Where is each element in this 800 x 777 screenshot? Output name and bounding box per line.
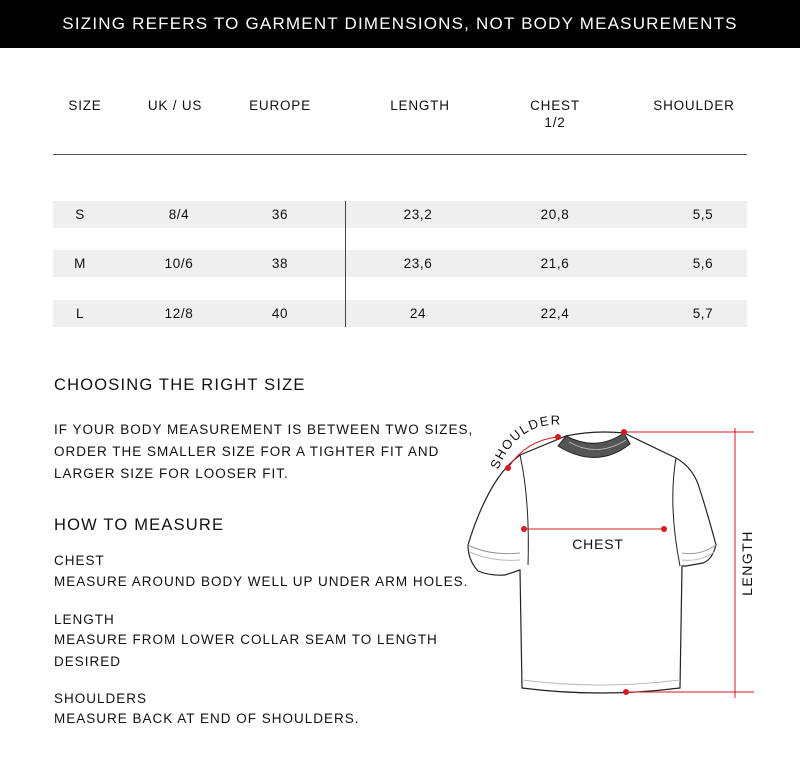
cell-size: S <box>75 207 85 222</box>
how-title: HOW TO MEASURE <box>54 516 225 534</box>
chest-text: MEASURE AROUND BODY WELL UP UNDER ARM HOLES. <box>54 574 469 589</box>
table-row <box>53 201 747 228</box>
cell-chest: 21,6 <box>540 256 570 271</box>
cell-size: M <box>74 256 86 271</box>
shoulders-text: MEASURE BACK AT END OF SHOULDERS. <box>54 711 360 726</box>
choosing-line: LARGER SIZE FOR LOOSER FIT. <box>54 466 289 481</box>
length-label: LENGTH <box>739 530 755 596</box>
header-chest-sub: 1/2 <box>544 115 566 130</box>
table-row <box>53 300 747 327</box>
cell-uk-us: 12/8 <box>164 306 194 321</box>
header-length: LENGTH <box>390 98 450 113</box>
cell-europe: 36 <box>271 207 289 222</box>
cell-shoulder: 5,5 <box>692 207 714 222</box>
cell-size: L <box>75 306 85 321</box>
header-chest-label: CHEST <box>530 98 580 113</box>
header-chest <box>505 97 605 131</box>
header-divider <box>53 154 747 155</box>
shoulder-label: SHOULDER <box>487 412 562 472</box>
chest-title: CHEST <box>54 553 105 568</box>
tshirt-diagram <box>460 400 800 730</box>
cell-chest: 22,4 <box>540 306 570 321</box>
choosing-line: IF YOUR BODY MEASUREMENT IS BETWEEN TWO SIZES, <box>54 422 474 437</box>
header-europe: EUROPE <box>249 98 311 113</box>
cell-uk-us: 10/6 <box>164 256 194 271</box>
shoulders-title: SHOULDERS <box>54 691 148 706</box>
cell-length: 23,6 <box>403 256 433 271</box>
header-shoulder: SHOULDER <box>653 98 735 113</box>
header-uk-us: UK / US <box>147 98 203 113</box>
choosing-title: CHOOSING THE RIGHT SIZE <box>54 376 306 394</box>
cell-shoulder: 5,7 <box>692 306 714 321</box>
chest-label: CHEST <box>572 536 624 552</box>
length-line: DESIRED <box>54 654 122 669</box>
cell-europe: 38 <box>271 256 289 271</box>
cell-uk-us: 8/4 <box>168 207 190 222</box>
cell-europe: 40 <box>271 306 289 321</box>
choosing-text <box>54 419 473 485</box>
cell-shoulder: 5,6 <box>692 256 714 271</box>
sizing-banner: SIZING REFERS TO GARMENT DIMENSIONS, NOT BODY MEASUREMENTS <box>0 0 800 48</box>
choosing-line: ORDER THE SMALLER SIZE FOR A TIGHTER FIT AND <box>54 444 440 459</box>
tshirt-outline-icon <box>468 432 716 693</box>
length-text <box>54 629 438 673</box>
length-title: LENGTH <box>54 612 115 627</box>
table-column-divider <box>345 201 346 327</box>
table-row <box>53 250 747 277</box>
cell-chest: 20,8 <box>540 207 570 222</box>
length-line: MEASURE FROM LOWER COLLAR SEAM TO LENGTH <box>54 632 438 647</box>
header-size: SIZE <box>68 98 102 113</box>
cell-length: 24 <box>409 306 427 321</box>
cell-length: 23,2 <box>403 207 433 222</box>
